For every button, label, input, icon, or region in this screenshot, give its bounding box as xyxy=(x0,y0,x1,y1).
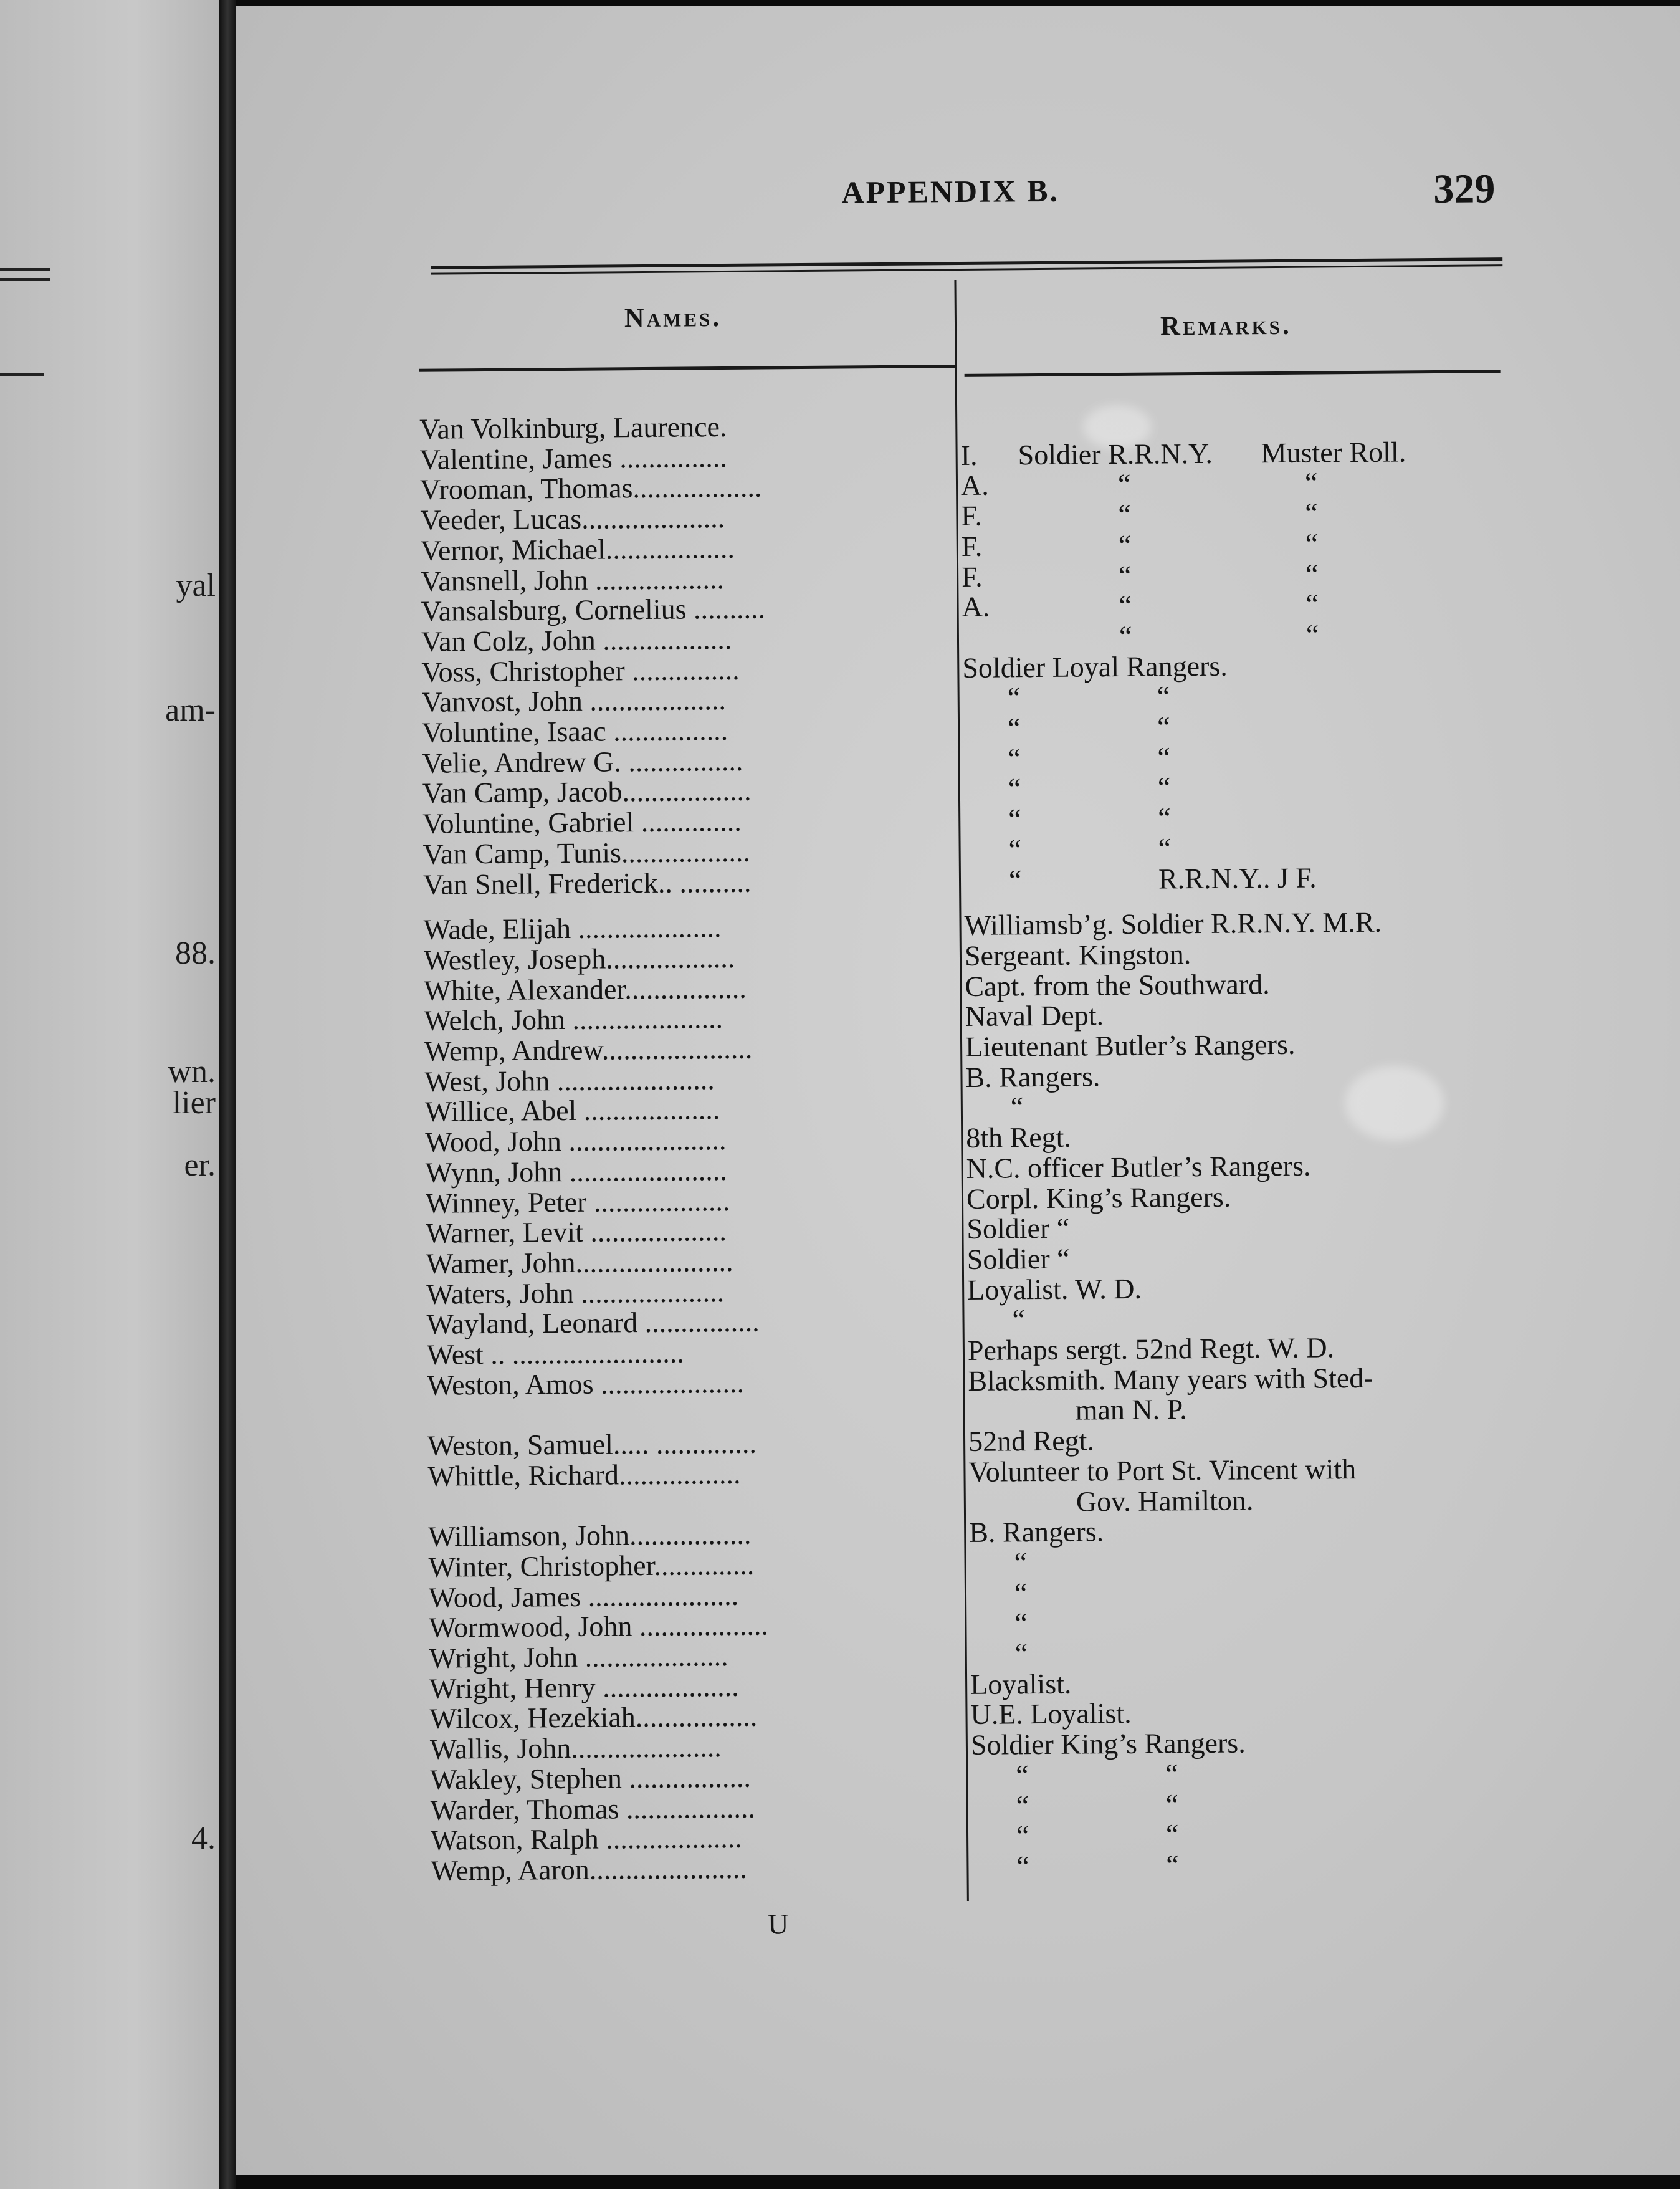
names-underline xyxy=(419,365,955,372)
entry-remark: 52nd Regt. xyxy=(968,1424,1095,1458)
ditto-mark: “ xyxy=(1157,680,1170,712)
book-gutter xyxy=(219,0,236,2189)
entry-name: Veeder, Lucas.................... xyxy=(420,502,725,536)
previous-page-edge xyxy=(0,0,224,2189)
column-header-remarks: Remarks. xyxy=(1160,309,1292,342)
remarks-underline xyxy=(965,370,1501,377)
ditto-mark: “ xyxy=(1305,618,1319,651)
previous-page-rule xyxy=(0,373,44,376)
entry-name: Willice, Abel ................... xyxy=(424,1093,720,1128)
entry-name: Wakley, Stephen ................. xyxy=(430,1761,752,1796)
ditto-mark: “ xyxy=(1157,741,1171,774)
entry-remark: Volunteer to Port St. Vincent with xyxy=(968,1452,1357,1488)
header-double-rule xyxy=(431,257,1502,275)
entry-name: Warder, Thomas .................. xyxy=(430,1791,756,1826)
entry-name: Voluntine, Gabriel .............. xyxy=(422,805,742,840)
entry-name: Wade, Elijah .................... xyxy=(423,911,722,946)
ditto-mark: “ xyxy=(1016,1789,1029,1821)
entry-name: Valentine, James ............... xyxy=(419,441,728,476)
ditto-mark: “ xyxy=(1008,833,1022,866)
entry-remark: Soldier Loyal Rangers. xyxy=(962,649,1228,684)
entry-name: Wilcox, Hezekiah................. xyxy=(429,1700,758,1735)
ditto-mark: “ xyxy=(1016,1819,1029,1852)
entry-name: Wallis, John..................... xyxy=(429,1731,722,1765)
ditto-mark: “ xyxy=(1305,527,1319,560)
previous-page-text-fragment: am- xyxy=(165,692,216,728)
entry-name: Williamson, John................. xyxy=(428,1518,752,1553)
entry-name: Winney, Peter ................... xyxy=(425,1184,730,1219)
signature-mark: U xyxy=(767,1908,789,1940)
ditto-mark: “ xyxy=(1158,832,1172,865)
entry-remark: Soldier R.R.N.Y. xyxy=(1018,437,1213,471)
entry-remark: Sergeant. Kingston. xyxy=(964,937,1191,972)
ditto-mark: “ xyxy=(1014,1607,1028,1639)
entry-name: Westley, Joseph.................. xyxy=(423,941,735,976)
entry-remark: Perhaps sergt. 52nd Regt. W. D. xyxy=(967,1331,1335,1366)
page-content xyxy=(236,6,1680,2175)
ditto-mark: “ xyxy=(1166,1849,1180,1881)
entry-name: Winter, Christopher.............. xyxy=(428,1548,755,1583)
entry-remark: Soldier King’s Rangers. xyxy=(970,1727,1246,1761)
entry-name: Vansnell, John .................. xyxy=(421,562,725,597)
entry-name: Van Colz, John .................. xyxy=(421,623,732,658)
entry-name: West, John ...................... xyxy=(424,1063,715,1098)
entry-name: Weston, Samuel..... .............. xyxy=(427,1427,757,1462)
entry-name: Wayland, Leonard ................ xyxy=(426,1305,760,1341)
ditto-mark: “ xyxy=(1165,1818,1179,1851)
ditto-mark: “ xyxy=(1008,863,1022,896)
entry-name: Vansalsburg, Cornelius .......... xyxy=(421,592,766,627)
entry-name: Van Camp, Jacob.................. xyxy=(422,775,752,810)
entry-remark: B. Rangers. xyxy=(969,1515,1104,1549)
ditto-mark: “ xyxy=(1012,1303,1026,1336)
entry-name: Van Volkinburg, Laurence. xyxy=(419,410,727,445)
ditto-mark: “ xyxy=(1157,771,1171,803)
previous-page-text-fragment: 88. xyxy=(175,936,216,971)
entry-name: Wood, John ...................... xyxy=(425,1124,727,1158)
entry-name: Waters, John .................... xyxy=(426,1275,725,1310)
entry-name: Wemp, Andrew..................... xyxy=(424,1032,753,1067)
page-number: 329 xyxy=(1433,166,1496,213)
ditto-mark: “ xyxy=(1165,1788,1179,1820)
entry-remark: Soldier “ xyxy=(966,1242,1070,1275)
entry-remark: Blacksmith. Many years with Sted- xyxy=(968,1361,1373,1397)
entry-remark: Loyalist. xyxy=(970,1667,1072,1700)
entry-name: Wood, James ..................... xyxy=(428,1579,739,1614)
entry-remark: Soldier “ xyxy=(966,1212,1070,1245)
column-header-names: Names. xyxy=(624,301,722,333)
ditto-mark: “ xyxy=(1014,1576,1028,1609)
entry-remark: B. Rangers. xyxy=(965,1060,1100,1093)
entry-remark: Loyalist. W. D. xyxy=(966,1272,1142,1306)
ditto-mark: “ xyxy=(1118,559,1132,592)
entry-name: Van Snell, Frederick.. .......... xyxy=(422,866,752,901)
ditto-mark: “ xyxy=(1165,1758,1178,1790)
ditto-mark: “ xyxy=(1118,498,1132,531)
entry-name: Voss, Christopher ............... xyxy=(421,653,740,688)
ditto-mark: “ xyxy=(1008,803,1021,835)
previous-page-rule xyxy=(0,268,50,271)
running-title: APPENDIX B. xyxy=(841,173,1060,210)
entry-remark-continuation: Gov. Hamilton. xyxy=(1076,1483,1254,1518)
entry-remark: Corpl. King’s Rangers. xyxy=(966,1181,1231,1215)
ditto-mark: “ xyxy=(1007,681,1021,714)
entry-company-letter: F. xyxy=(961,560,983,593)
ditto-mark: “ xyxy=(1014,1546,1028,1579)
entry-remark: N.C. officer Butler’s Rangers. xyxy=(966,1149,1311,1184)
entry-name: Wright, Henry ................... xyxy=(429,1670,739,1705)
ditto-mark: “ xyxy=(1117,468,1131,501)
previous-page-text-fragment: 4. xyxy=(191,1821,216,1856)
ditto-mark: “ xyxy=(1119,620,1132,652)
previous-page-text-fragment: yal xyxy=(176,568,216,603)
entry-name: Wynn, John ...................... xyxy=(425,1154,727,1189)
entry-company-letter: F. xyxy=(961,530,983,562)
entry-name: Vrooman, Thomas.................. xyxy=(419,471,762,506)
ditto-mark: “ xyxy=(1008,742,1021,775)
ditto-mark: “ xyxy=(1007,712,1021,744)
entry-remark: U.E. Loyalist. xyxy=(970,1697,1132,1731)
ditto-mark: “ xyxy=(1119,590,1132,622)
entry-company-letter: I. xyxy=(960,439,978,471)
entry-name: Wormwood, John .................. xyxy=(429,1609,769,1644)
entry-remark: Williamsb’g. Soldier R.R.N.Y. M.R. xyxy=(964,906,1382,942)
entry-source: Muster Roll. xyxy=(1261,436,1406,469)
entry-name: Warner, Levit ................... xyxy=(426,1215,727,1249)
entry-name: Van Camp, Tunis.................. xyxy=(422,835,751,870)
entry-name: West .. ........................ xyxy=(426,1336,684,1371)
entry-company-letter: A. xyxy=(960,469,989,502)
ditto-mark: “ xyxy=(1305,497,1319,529)
ditto-mark: “ xyxy=(1016,1758,1029,1791)
ditto-mark: “ xyxy=(1016,1850,1030,1882)
ditto-mark: “ xyxy=(1304,466,1318,499)
entry-remark: Naval Dept. xyxy=(965,999,1104,1033)
entry-name: Voluntine, Isaac ................ xyxy=(421,714,728,749)
entry-name: Watson, Ralph ................... xyxy=(430,1821,742,1856)
entry-name: Vernor, Michael.................. xyxy=(420,532,735,567)
entry-name: White, Alexander................. xyxy=(424,972,747,1007)
previous-page-text-fragment: lier xyxy=(172,1085,216,1121)
entry-name: Wemp, Aaron...................... xyxy=(431,1852,748,1887)
previous-page-text-fragment: er. xyxy=(184,1147,216,1183)
entry-remark: Lieutenant Butler’s Rangers. xyxy=(965,1028,1296,1063)
entry-remark: Capt. from the Southward. xyxy=(965,967,1270,1002)
entry-name: Weston, Amos .................... xyxy=(427,1366,745,1401)
entry-name: Whittle, Richard................. xyxy=(427,1457,741,1492)
entry-name: Welch, John ..................... xyxy=(424,1002,723,1037)
entry-name: Wright, John .................... xyxy=(429,1639,728,1674)
entry-name: Wamer, John...................... xyxy=(426,1245,733,1280)
ditto-mark: “ xyxy=(1008,772,1021,805)
ditto-mark: “ xyxy=(1305,557,1319,590)
entry-remark: R.R.N.Y.. J F. xyxy=(1158,861,1317,895)
ditto-mark: “ xyxy=(1158,802,1171,834)
entry-remark-continuation: man N. P. xyxy=(1075,1393,1187,1426)
entry-name: Vanvost, John ................... xyxy=(421,684,727,719)
ditto-mark: “ xyxy=(1157,711,1170,743)
ditto-mark: “ xyxy=(1014,1637,1028,1670)
book-page xyxy=(236,6,1680,2175)
ditto-mark: “ xyxy=(1010,1091,1024,1123)
ditto-mark: “ xyxy=(1118,529,1132,561)
previous-page-text-fragment: wn. xyxy=(168,1054,216,1090)
entry-company-letter: A. xyxy=(962,590,990,623)
entry-name: Velie, Andrew G. ................ xyxy=(422,744,743,779)
entry-company-letter: F. xyxy=(961,499,983,532)
entry-remark: 8th Regt. xyxy=(966,1121,1072,1154)
previous-page-rule xyxy=(0,278,50,281)
ditto-mark: “ xyxy=(1305,588,1319,620)
